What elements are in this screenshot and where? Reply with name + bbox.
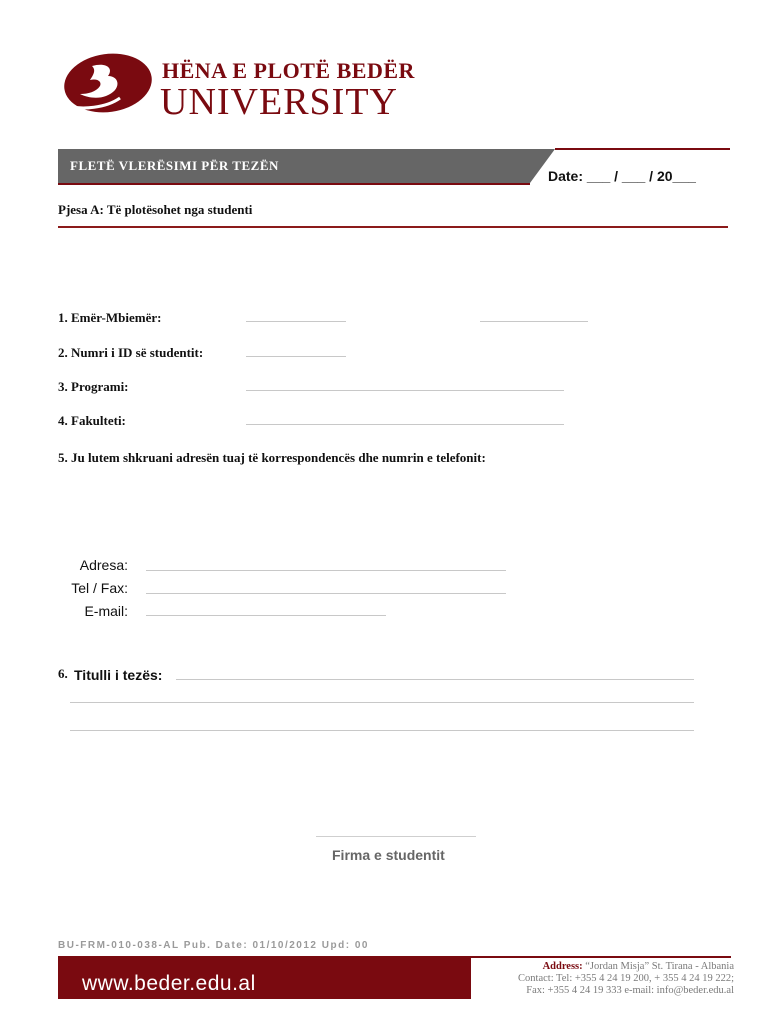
thesis-title-input-line3[interactable] [70, 730, 694, 731]
email-label: E-mail: [84, 603, 128, 619]
student-id-input[interactable] [246, 356, 346, 357]
website-link[interactable]: www.beder.edu.al [82, 972, 256, 995]
signature-label: Firma e studentit [332, 847, 445, 863]
footer-address-line [518, 961, 734, 973]
footer-rule [471, 956, 731, 958]
program-input[interactable] [246, 390, 564, 391]
email-input[interactable] [146, 615, 386, 616]
part-a-heading: Pjesa A: Të plotësohet nga studenti [58, 202, 253, 217]
date-field[interactable] [548, 168, 696, 184]
student-id-label: 2. Numri i ID së studentit: [58, 345, 204, 360]
university-name-line1: HËNA E PLOTË BEDËR [162, 58, 415, 83]
faculty-label: 4. Fakulteti: [58, 413, 126, 428]
address-label: Adresa: [79, 557, 128, 573]
form-code: BU-FRM-010-038-AL Pub. Date: 01/10/2012 Upd: 00 [58, 940, 369, 951]
date-blanks: ___ / ___ / 20___ [586, 168, 696, 184]
thesis-number: 6. [58, 666, 68, 681]
address-input[interactable] [146, 570, 506, 571]
address-instruction: 5. Ju lutem shkruani adresën tuaj të korrespondencës dhe numrin e telefonit: [58, 450, 486, 465]
last-name-input[interactable] [480, 321, 588, 322]
form-title: FLETË VLERËSIMI PËR TEZËN [70, 158, 279, 173]
signature-line[interactable] [316, 836, 476, 837]
address-label-footer: Address: [542, 961, 583, 972]
part-a-divider [58, 226, 728, 228]
tel-fax-input[interactable] [146, 593, 506, 594]
tel-fax-label: Tel / Fax: [71, 580, 128, 596]
first-name-input[interactable] [246, 321, 346, 322]
university-logo [62, 50, 154, 120]
program-label: 3. Programi: [58, 379, 129, 394]
university-name-line2: UNIVERSITY [160, 81, 398, 123]
footer-fax-line: Fax: +355 4 24 19 333 e-mail: info@beder.edu.al [526, 985, 734, 996]
faculty-input[interactable] [246, 424, 564, 425]
thesis-title-input-line1[interactable] [176, 679, 694, 680]
date-label: Date: [548, 168, 584, 184]
footer-contact-line: Contact: Tel: +355 4 24 19 200, + 355 4 24 19 222; [518, 973, 734, 984]
thesis-title-label: Titulli i tezës: [74, 667, 163, 683]
thesis-title-input-line2[interactable] [70, 702, 694, 703]
address-text: “Jordan Misja” St. Tirana - Albania [585, 961, 734, 972]
name-label: 1. Emër-Mbiemër: [58, 310, 162, 325]
footer-contact-block [518, 961, 734, 997]
